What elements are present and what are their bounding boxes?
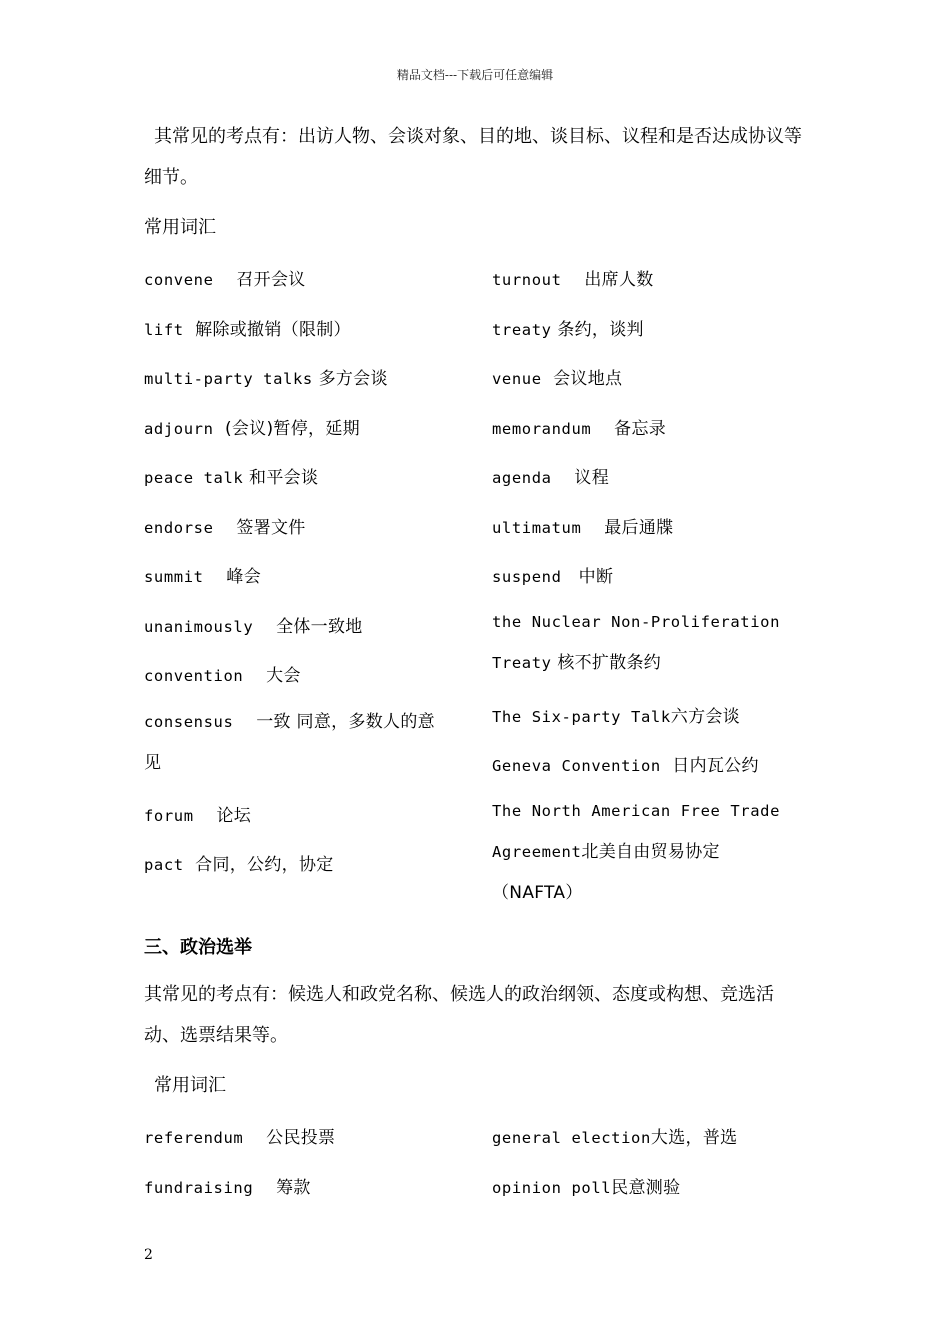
vocab-term: summit xyxy=(144,568,204,586)
vocab-meaning: 论坛 xyxy=(216,806,252,826)
vocab-term: unanimously xyxy=(144,618,254,636)
vocab-term: fundraising xyxy=(144,1179,254,1197)
vocab-term: multi-party talks xyxy=(144,370,313,388)
vocab-meaning: 中断 xyxy=(578,567,614,587)
vocab-meaning: 合同，公约，协定 xyxy=(195,855,334,875)
vocab-term: venue xyxy=(492,370,542,388)
vocab-meaning: 多方会谈 xyxy=(318,369,388,389)
vocab-term: convention xyxy=(144,667,244,685)
vocab-meaning: 核不扩散条约 xyxy=(557,653,662,673)
vocab-term: ultimatum xyxy=(492,519,582,537)
vocab-title: 常用词汇 xyxy=(154,1075,226,1096)
vocab-term: the Nuclear Non-Proliferation Treaty xyxy=(492,613,781,672)
vocab-item xyxy=(144,562,454,587)
vocab-meaning: 会议地点 xyxy=(553,369,623,389)
vocab-item xyxy=(144,513,454,538)
vocab-item xyxy=(144,364,454,389)
vocab-meaning: 全体一致地 xyxy=(276,617,363,637)
vocab-item xyxy=(144,315,454,340)
vocab-item xyxy=(492,1173,792,1198)
vocab-term: turnout xyxy=(492,271,562,289)
vocab-term: convene xyxy=(144,271,214,289)
vocab-term: lift xyxy=(144,321,184,339)
vocab-meaning: 召开会议 xyxy=(236,270,306,290)
vocab-meaning: 日内瓦公约 xyxy=(672,756,759,776)
vocab-item xyxy=(492,265,792,290)
vocab-term: suspend xyxy=(492,568,562,586)
vocab-meaning: 筹款 xyxy=(276,1178,311,1198)
vocab-term: treaty xyxy=(492,321,552,339)
vocab-item xyxy=(144,1123,454,1148)
vocab-term: memorandum xyxy=(492,420,592,438)
vocab-item xyxy=(144,463,454,488)
vocab-term: referendum xyxy=(144,1129,244,1147)
vocab-item xyxy=(492,315,792,340)
vocab-term: adjourn xyxy=(144,420,214,438)
vocab-term: pact xyxy=(144,856,184,874)
vocab-title: 常用词汇 xyxy=(144,217,216,238)
vocab-term: The Six-party Talk xyxy=(492,708,671,726)
vocab-item xyxy=(144,612,454,637)
vocab-term: consensus xyxy=(144,713,234,731)
vocab-term: endorse xyxy=(144,519,214,537)
vocab-item xyxy=(144,265,454,290)
vocab-meaning: (会议)暂停，延期 xyxy=(224,419,360,439)
vocab-term: general election xyxy=(492,1129,651,1147)
vocab-meaning: 议程 xyxy=(574,468,610,488)
vocab-item xyxy=(492,702,792,727)
page-header: 精品文档---下载后可任意编辑 xyxy=(396,68,554,82)
vocab-item xyxy=(144,414,454,439)
vocab-meaning: 北美自由贸易协定（NAFTA） xyxy=(492,842,720,903)
vocab-item xyxy=(144,1173,454,1198)
vocab-meaning: 大会 xyxy=(266,666,301,686)
vocab-item xyxy=(144,850,454,875)
vocab-meaning: 一致 同意，多数人的意见 xyxy=(144,712,435,773)
vocab-meaning: 签署文件 xyxy=(236,518,306,538)
vocab-item xyxy=(492,513,792,538)
section-intro: 其常见的考点有：候选人和政党名称、候选人的政治纲领、态度或构想、竞选活动、选票结果等。 xyxy=(144,984,774,1046)
vocab-meaning: 备忘录 xyxy=(614,419,667,439)
vocab-item xyxy=(492,602,787,684)
vocab-item xyxy=(144,702,449,784)
vocab-item xyxy=(492,791,792,914)
vocab-term: peace talk xyxy=(144,469,244,487)
section-intro: 其常见的考点有：出访人物、会谈对象、目的地、谈目标、议程和是否达成协议等细节。 xyxy=(144,126,802,188)
vocab-item xyxy=(492,414,792,439)
vocab-meaning: 条约，谈判 xyxy=(557,320,644,340)
vocab-meaning: 六方会谈 xyxy=(670,707,740,727)
vocab-item xyxy=(492,1123,792,1148)
vocab-term: agenda xyxy=(492,469,552,487)
vocab-item xyxy=(144,661,454,686)
page-number: 2 xyxy=(144,1247,153,1263)
vocab-meaning: 公民投票 xyxy=(266,1128,336,1148)
vocab-term: forum xyxy=(144,807,194,825)
vocab-term: opinion poll xyxy=(492,1179,612,1197)
vocab-item xyxy=(492,562,792,587)
vocab-item xyxy=(144,801,454,826)
vocab-term: Geneva Convention xyxy=(492,757,661,775)
vocab-meaning: 出席人数 xyxy=(584,270,654,290)
vocab-meaning: 民意测验 xyxy=(611,1178,681,1198)
vocab-item xyxy=(492,463,792,488)
vocab-meaning: 和平会谈 xyxy=(249,468,319,488)
vocab-term: The North American Free Trade Agreement xyxy=(492,802,781,861)
vocab-item xyxy=(492,751,792,776)
vocab-meaning: 大选，普选 xyxy=(650,1128,738,1148)
vocab-item xyxy=(492,364,792,389)
vocab-meaning: 解除或撤销（限制） xyxy=(195,320,351,340)
section-heading: 三、政治选举 xyxy=(144,937,252,958)
vocab-meaning: 峰会 xyxy=(226,567,262,587)
vocab-meaning: 最后通牒 xyxy=(604,518,674,538)
